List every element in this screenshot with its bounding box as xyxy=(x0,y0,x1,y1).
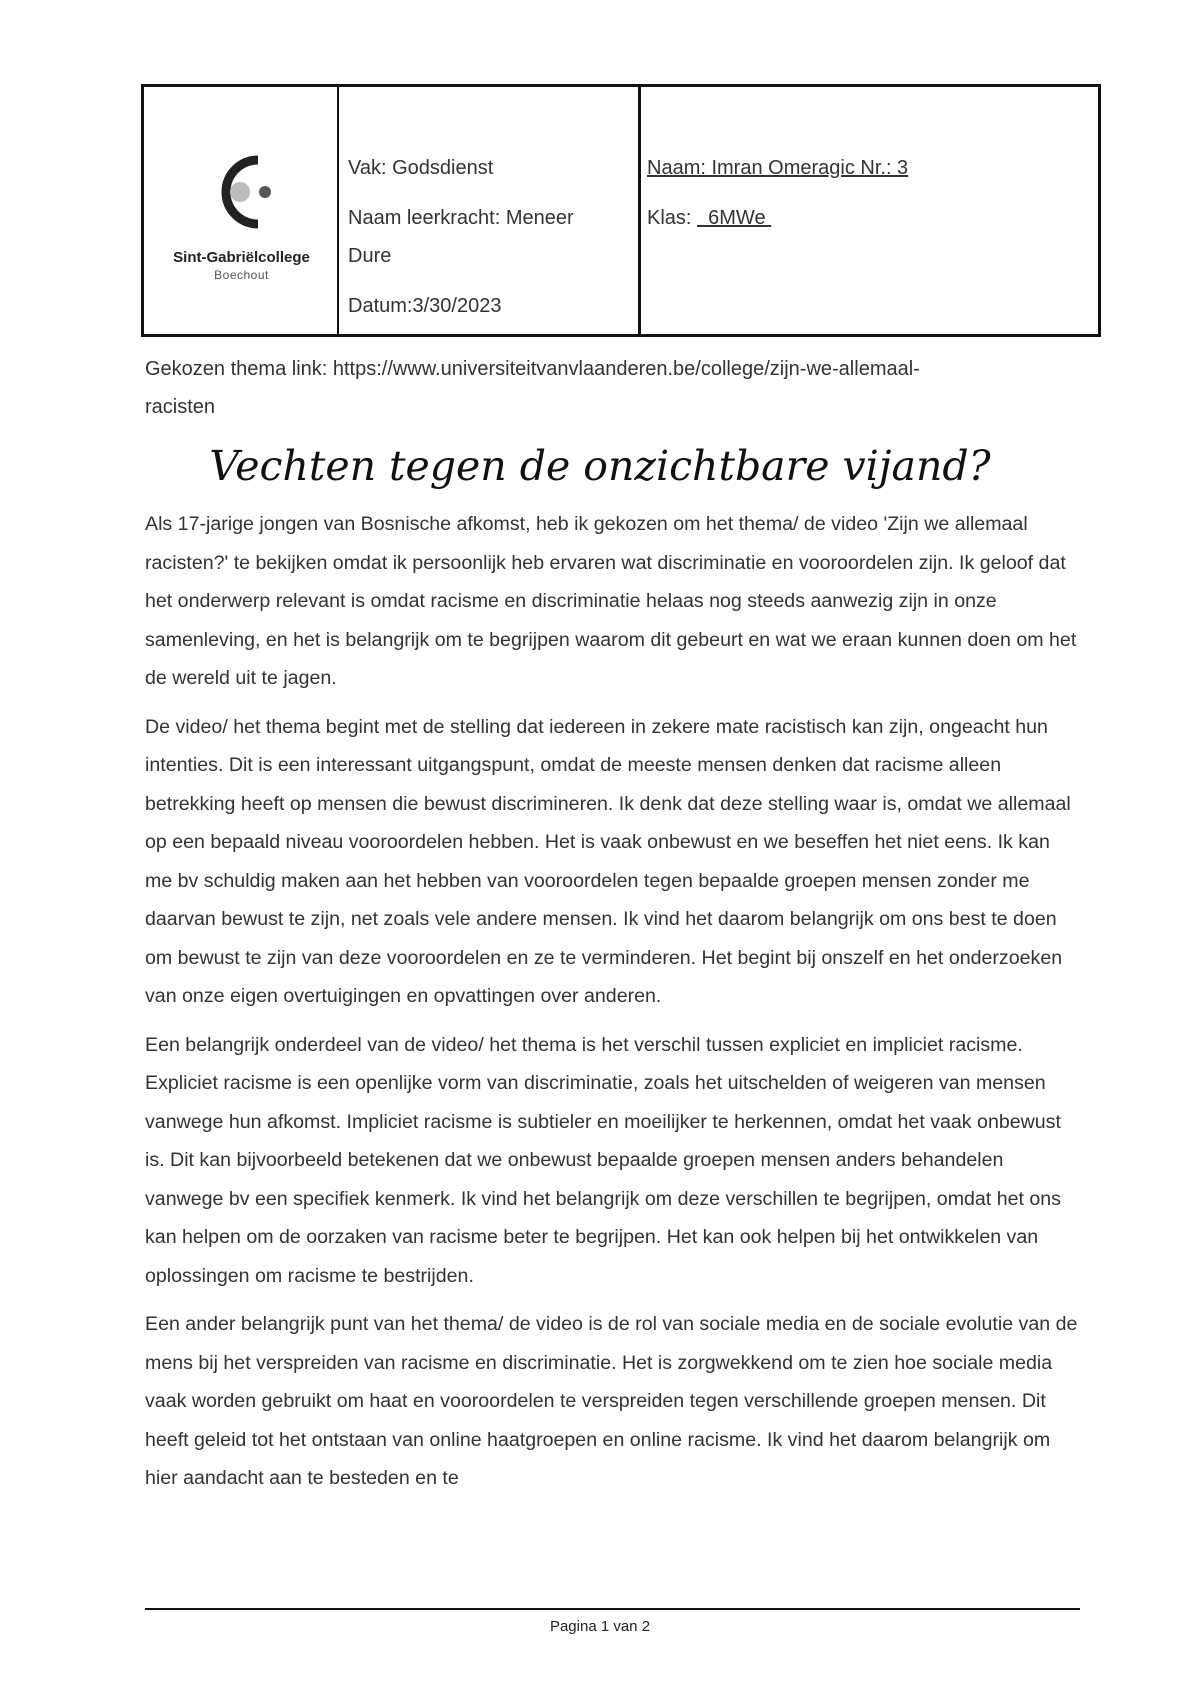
course-info-cell xyxy=(339,87,641,334)
logo-cell xyxy=(144,87,339,334)
paragraph: Een belangrijk onderdeel van de video/ het thema is het verschil tussen expliciet en impliciet racisme. Expliciet racisme is een openlijke vorm van discriminatie, zoals het uitschelden of weigeren van mensen vanwege hun afkomst. Impliciet racisme is subtieler en moeilijker te herkennen, omdat het vaak onbewust is. Dit kan bijvoorbeeld betekenen dat we onbewust bepaalde groepen mensen anders behandelen vanwege bv een specifiek kenmerk. Ik vind het belangrijk om deze verschillen te begrijpen, omdat het ons kan helpen om de oorzaken van racisme beter te begrijpen. Het kan ook helpen bij het ontwikkelen van oplossingen om racisme te bestrijden. xyxy=(145,1033,1061,1287)
school-city: Boechout xyxy=(214,268,269,282)
class-value: 6MWe xyxy=(697,207,772,229)
student-name-field: Naam: Imran Omeragic Nr.: 3 xyxy=(647,157,909,179)
theme-link xyxy=(145,350,1075,426)
class-field xyxy=(647,199,1098,237)
theme-link-line-2: racisten xyxy=(145,396,216,418)
class-label: Klas: xyxy=(647,207,698,229)
essay-body xyxy=(145,505,1080,1508)
teacher-field: Naam leerkracht: Meneer xyxy=(348,207,574,229)
theme-link-line-1: Gekozen thema link: https://www.universiteitvanvlaanderen.be/college/zijn-we-allemaal- xyxy=(145,358,920,380)
paragraph: Als 17-jarige jongen van Bosnische afkomst, heb ik gekozen om het thema/ de video 'Zijn we allemaal racisten?' te bekijken omdat ik persoonlijk heb ervaren wat discriminatie en vooroordelen zijn. Ik geloof dat het onderwerp relevant is omdat racisme en discriminatie helaas nog steeds aanwezig zijn in onze samenleving, en het is belangrijk om te begrijpen waarom dit gebeurt en wat we eraan kunnen doen om het de wereld uit te jagen. xyxy=(145,513,1077,689)
school-name: Sint-Gabriëlcollege xyxy=(173,249,310,266)
teacher-field-continued: Dure xyxy=(348,245,392,267)
paragraph: De video/ het thema begint met de stelling dat iedereen in zekere mate racistisch kan zijn, ongeacht hun intenties. Dit is een interessant uitgangspunt, omdat de meeste mensen denken dat racisme alleen betrekking heeft op mensen die bewust discrimineren. Ik denk dat deze stelling waar is, omdat we allemaal op een bepaald niveau vooroordelen hebben. Het is vaak onbewust en we beseffen het niet eens. Ik kan me bv schuldig maken aan het hebben van vooroordelen tegen bepaalde groepen mensen zonder me daarvan bewust te zijn, net zoals vele andere mensen. Ik vind het daarom belangrijk om ons best te doen om bewust te zijn van deze vooroordelen en ze te verminderen. Het begint bij onszelf en het onderzoeken van onze eigen overtuigingen en opvattingen over anderen. xyxy=(145,715,1071,1007)
page-number: Pagina 1 van 2 xyxy=(549,1618,651,1635)
school-logo-icon xyxy=(200,150,284,234)
subject-field: Vak: Godsdienst xyxy=(348,157,494,179)
footer-divider xyxy=(145,1608,1080,1610)
header-table xyxy=(141,84,1101,337)
paragraph: Een ander belangrijk punt van het thema/ de video is de rol van sociale media en de sociale evolutie van de mens bij het verspreiden van racisme en discriminatie. Het is zorgwekkend om te zien hoe sociale media vaak worden gebruikt om haat en vooroordelen te verspreiden tegen verschillende groepen mensen. Dit heeft geleid tot het ontstaan van online haatgroepen en online racisme. Ik vind het daarom belangrijk om hier aandacht aan te besteden en te xyxy=(145,1313,1078,1489)
date-field: Datum:3/30/2023 xyxy=(348,295,502,317)
student-info-cell xyxy=(641,87,1098,334)
page-title: Vechten tegen de onzichtbare vijand? xyxy=(209,442,991,490)
